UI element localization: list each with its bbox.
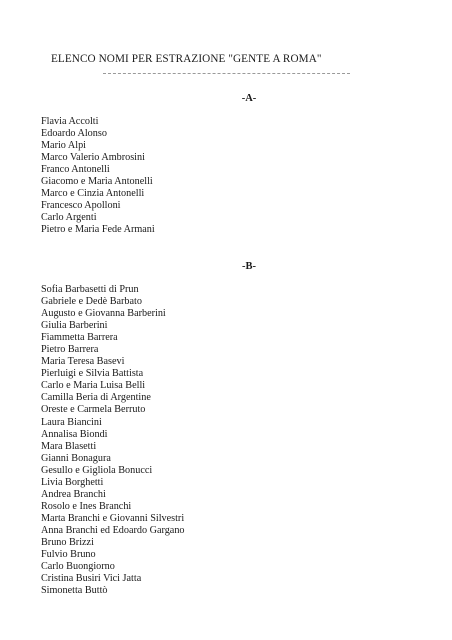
list-item: Fulvio Bruno [41, 549, 96, 561]
list-item: Laura Biancini [41, 416, 102, 428]
section-heading-b: -B- [242, 261, 256, 272]
list-item: Mario Alpi [41, 140, 86, 152]
list-item: Giacomo e Maria Antonelli [41, 176, 153, 188]
list-item: Mara Blasetti [41, 440, 97, 452]
list-item: Cristina Busiri Vici Jatta [41, 573, 142, 585]
list-item: Rosolo e Ines Branchi [41, 500, 132, 512]
name-list-a [41, 116, 155, 236]
document-title: ELENCO NOMI PER ESTRAZIONE "GENTE A ROMA" [51, 53, 322, 65]
list-item: Andrea Branchi [41, 488, 106, 500]
list-item: Carlo Buongiorno [41, 561, 115, 573]
list-item: Oreste e Carmela Berruto [41, 404, 146, 416]
list-item: Livia Borghetti [41, 476, 104, 488]
list-item: Augusto e Giovanna Barberini [41, 308, 166, 320]
list-item: Gabriele e Dedè Barbato [41, 296, 142, 308]
list-item: Pierluigi e Silvia Battista [41, 368, 144, 380]
list-item: Gesullo e Gigliola Bonucci [41, 464, 153, 476]
list-item: Marco e Cinzia Antonelli [41, 188, 145, 200]
list-item: Edoardo Alonso [41, 128, 107, 140]
list-item: Simonetta Buttò [41, 585, 108, 597]
list-item: Anna Branchi ed Edoardo Gargano [41, 524, 185, 536]
section-heading-a: -A- [241, 93, 257, 104]
list-item: Francesco Apolloni [41, 200, 121, 212]
list-item: Gianni Bonagura [41, 452, 111, 464]
title-divider [103, 73, 350, 74]
list-item: Maria Teresa Basevi [41, 356, 125, 368]
list-item: Fiammetta Barrera [41, 332, 118, 344]
list-item: Carlo Argenti [41, 212, 97, 224]
list-item: Marta Branchi e Giovanni Silvestri [41, 512, 185, 524]
list-item: Bruno Brizzi [41, 536, 94, 548]
list-item: Giulia Barberini [41, 320, 108, 332]
list-item: Pietro Barrera [41, 344, 99, 356]
list-item: Carlo e Maria Luisa Belli [41, 380, 146, 392]
list-item: Pietro e Maria Fede Armani [41, 224, 155, 236]
list-item: Franco Antonelli [41, 164, 110, 176]
list-item: Annalisa Biondi [41, 428, 108, 440]
list-item: Camilla Beria di Argentine [41, 392, 151, 404]
name-list-b [41, 284, 185, 597]
list-item: Marco Valerio Ambrosini [41, 152, 145, 164]
list-item: Sofia Barbasetti di Prun [41, 284, 139, 295]
list-item: Flavia Accolti [41, 116, 99, 127]
